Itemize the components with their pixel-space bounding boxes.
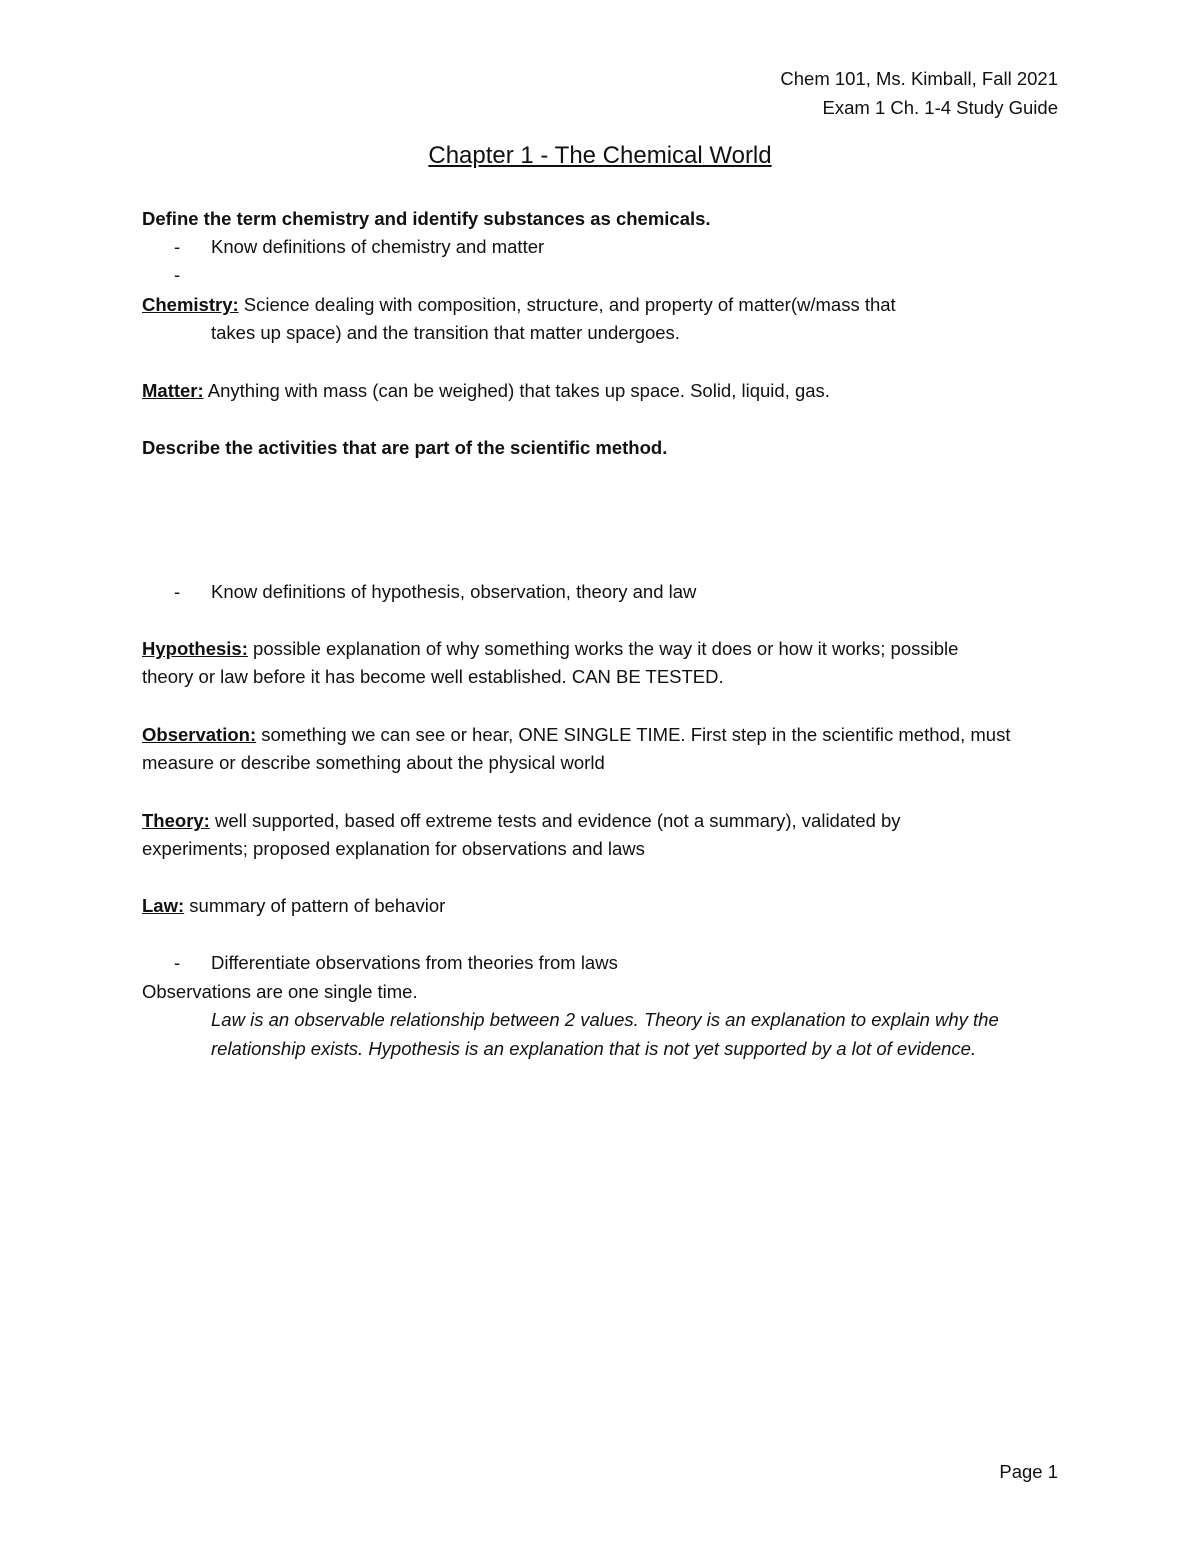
definition-hypothesis-continued: theory or law before it has become well established. CAN BE TESTED. bbox=[142, 666, 724, 687]
term-theory: Theory: bbox=[142, 810, 210, 831]
definition-law-text: summary of pattern of behavior bbox=[184, 895, 446, 916]
bullet-marker: - bbox=[174, 952, 181, 973]
header-exam-line: Exam 1 Ch. 1-4 Study Guide bbox=[822, 97, 1058, 118]
term-law: Law: bbox=[142, 895, 185, 916]
bullet-marker: - bbox=[174, 581, 181, 602]
header-course-line: Chem 101, Ms. Kimball, Fall 2021 bbox=[780, 68, 1058, 89]
italic-explanation-line1: Law is an observable relationship between 2 values. Theory is an explanation to explain why the bbox=[211, 1009, 999, 1030]
bullet-know-hypothesis-definitions: Know definitions of hypothesis, observation, theory and law bbox=[211, 581, 697, 602]
term-chemistry: Chemistry: bbox=[142, 294, 239, 315]
italic-explanation-line2: relationship exists. Hypothesis is an explanation that is not yet supported by a lot of evidence. bbox=[211, 1038, 977, 1059]
definition-theory-text: well supported, based off extreme tests and evidence (not a summary), validated by bbox=[209, 810, 901, 831]
definition-hypothesis bbox=[142, 638, 958, 660]
page-title: Chapter 1 - The Chemical World bbox=[428, 142, 772, 169]
bullet-know-definitions: Know definitions of chemistry and matter bbox=[211, 236, 545, 257]
definition-matter bbox=[142, 380, 830, 402]
definition-theory-continued: experiments; proposed explanation for observations and laws bbox=[142, 838, 645, 859]
definition-observation bbox=[142, 724, 1010, 746]
definition-matter-text: Anything with mass (can be weighed) that takes up space. Solid, liquid, gas. bbox=[203, 380, 830, 401]
observations-note: Observations are one single time. bbox=[142, 981, 418, 1002]
definition-observation-text: something we can see or hear, ONE SINGLE TIME. First step in the scientific method, must bbox=[256, 724, 1011, 745]
bullet-differentiate: Differentiate observations from theories from laws bbox=[211, 952, 618, 973]
section-heading-chemistry: Define the term chemistry and identify substances as chemicals. bbox=[142, 208, 711, 229]
definition-observation-continued: measure or describe something about the physical world bbox=[142, 752, 605, 773]
definition-chemistry-text: Science dealing with composition, structure, and property of matter(w/mass that bbox=[238, 294, 896, 315]
bullet-marker-empty: - bbox=[174, 264, 181, 285]
section-heading-scientific-method: Describe the activities that are part of the scientific method. bbox=[142, 437, 668, 458]
definition-theory bbox=[142, 810, 901, 832]
definition-hypothesis-text: possible explanation of why something works the way it does or how it works; possible bbox=[247, 638, 959, 659]
term-observation: Observation: bbox=[142, 724, 257, 745]
bullet-marker: - bbox=[174, 236, 181, 257]
definition-chemistry-continued: takes up space) and the transition that matter undergoes. bbox=[211, 322, 680, 343]
definition-law bbox=[142, 895, 445, 917]
term-hypothesis: Hypothesis: bbox=[142, 638, 248, 659]
definition-chemistry bbox=[142, 294, 896, 316]
term-matter: Matter: bbox=[142, 380, 204, 401]
page-number: Page 1 bbox=[999, 1461, 1058, 1482]
